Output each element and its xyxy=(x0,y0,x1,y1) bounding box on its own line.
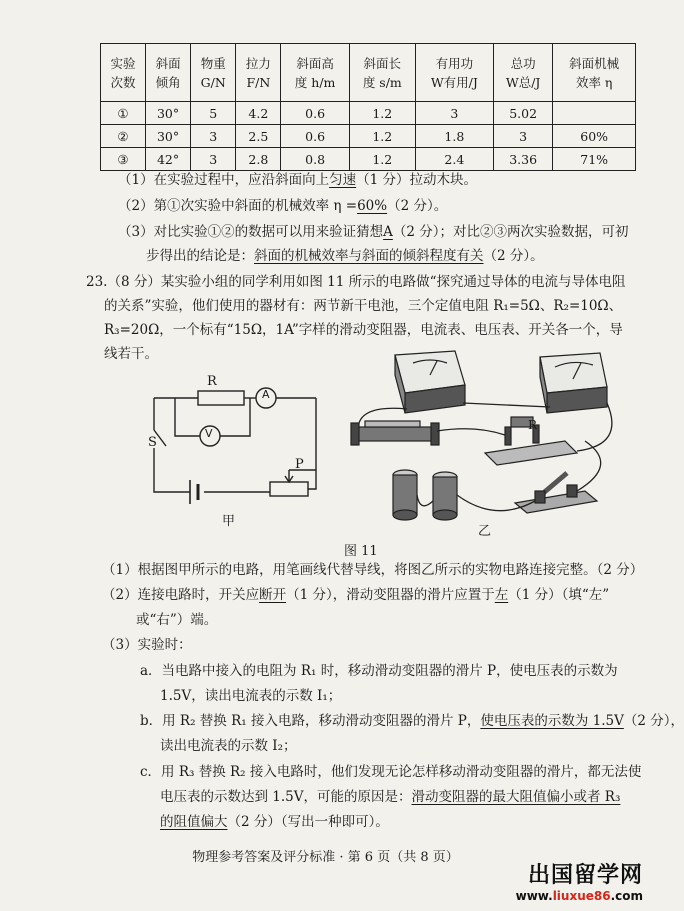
label-S: S xyxy=(148,435,157,450)
resistor-symbol xyxy=(198,391,244,405)
answer-blank: 匀速 xyxy=(329,172,357,188)
table-cell: 3 xyxy=(415,102,493,125)
table-cell: 30° xyxy=(146,125,191,148)
header-cell: 斜面长 度 s/m xyxy=(349,44,415,102)
real-batteries xyxy=(393,470,457,520)
real-switch xyxy=(515,473,597,513)
answer-blank: 斜面的机械效率与斜面的倾斜程度有关 xyxy=(254,248,484,264)
table-cell: 2.5 xyxy=(236,125,281,148)
table-row xyxy=(101,125,636,148)
q23-part2: （2）连接电路时，开关应断开（1 分），滑动变阻器的滑片应置于左（1 分）（填“左” xyxy=(102,587,610,603)
watermark-title: 出国留学网 xyxy=(527,863,643,888)
q23-step-c-line1: c．用 R₃ 替换 R₂ 接入电路时，他们发现无论怎样移动滑动变阻器的滑片，都无法使 xyxy=(140,764,642,780)
label-A: A xyxy=(262,388,270,401)
q22-part2: （2）第①次实验中斜面的机械效率 η =60%（2 分）。 xyxy=(118,198,448,214)
watermark-url: www.liuxue86.com xyxy=(515,889,643,903)
table-cell: 71% xyxy=(553,148,636,171)
q23-intro-line3: R₃=20Ω，一个标有“15Ω，1A”字样的滑动变阻器，电流表、电压表、开关各一个，导 xyxy=(104,322,623,338)
table-cell: 2.4 xyxy=(415,148,493,171)
q23-step-a-line2: 1.5V，读出电流表的示数 I₁； xyxy=(160,688,342,704)
table-cell: 1.2 xyxy=(349,102,415,125)
answer-blank: 左 xyxy=(494,587,509,603)
q23-intro-line4: 线若干。 xyxy=(104,346,158,362)
q23-part1: （1）根据图甲所示的电路，用笔画线代替导线，将图乙所示的实物电路连接完整。（2 分） xyxy=(102,562,644,578)
label-P: P xyxy=(295,457,304,472)
label-jia: 甲 xyxy=(222,514,236,529)
figure-caption: 图 11 xyxy=(344,544,378,559)
table-cell: 42° xyxy=(146,148,191,171)
header-cell: 总功 W总/J xyxy=(493,44,552,102)
table-cell: 4.2 xyxy=(236,102,281,125)
label-R-real: R xyxy=(528,418,538,432)
table-row xyxy=(101,148,636,171)
q23-intro-line1: 23.（8 分）某实验小组的同学利用如图 11 所示的电路做“探究通过导体的电流与导体电阻 xyxy=(86,274,626,290)
answer-blank: 滑动变阻器的最大阻值偏小或者 R₃ xyxy=(411,789,621,805)
table-cell: 60% xyxy=(553,125,636,148)
table-cell: 0.8 xyxy=(281,148,349,171)
q23-intro-line2: 的关系”实验，他们使用的器材有：两节新干电池，三个定值电阻 R₁=5Ω、R₂=10Ω、 xyxy=(104,298,623,314)
header-cell: 有用功 W有用/J xyxy=(415,44,493,102)
q22-part3: （3）对比实验①②的数据可以用来验证猜想A（2 分）；对比②③两次实验数据，可初 xyxy=(118,224,629,240)
rheostat-symbol xyxy=(270,482,308,496)
q22-part3-cont: 步得出的结论是：斜面的机械效率与斜面的倾斜程度有关（2 分）。 xyxy=(146,248,544,264)
answer-blank: 的阻值偏大 xyxy=(160,814,228,830)
header-cell: 实验 次数 xyxy=(101,44,146,102)
page-footer: 物理参考答案及评分标准 · 第 6 页（共 8 页） xyxy=(192,850,459,865)
table-cell: 3 xyxy=(191,125,236,148)
header-cell: 斜面高 度 h/m xyxy=(281,44,349,102)
table-cell: 3 xyxy=(493,125,552,148)
table-row xyxy=(101,102,636,125)
q23-step-b-line1: b．用 R₂ 替换 R₁ 接入电路，移动滑动变阻器的滑片 P，使电压表的示数为 1.5V（2 分）， xyxy=(140,713,684,729)
table-header-row xyxy=(101,44,636,102)
answer-blank: 60% xyxy=(357,198,388,214)
real-circuit-picture xyxy=(345,345,630,525)
real-voltmeter xyxy=(540,353,607,413)
header-cell: 斜面机械 效率 η xyxy=(553,44,636,102)
q22-part1: （1）在实验过程中，应沿斜面向上匀速（1 分）拉动木块。 xyxy=(118,172,477,188)
table-cell: 3.36 xyxy=(493,148,552,171)
circuit-diagram xyxy=(140,370,330,500)
table-cell: 5 xyxy=(191,102,236,125)
header-cell: 物重 G/N xyxy=(191,44,236,102)
table-cell: 30° xyxy=(146,102,191,125)
table-cell: 1.8 xyxy=(415,125,493,148)
table-cell: 5.02 xyxy=(493,102,552,125)
table-cell: 3 xyxy=(191,148,236,171)
site-watermark xyxy=(493,858,643,903)
label-R: R xyxy=(207,374,217,389)
q23-part3: （3）实验时： xyxy=(102,637,192,653)
table-cell: 1.2 xyxy=(349,125,415,148)
real-rheostat xyxy=(351,421,439,445)
q23-step-c-line3: 的阻值偏大（2 分）（写出一种即可）。 xyxy=(160,814,389,830)
answer-blank: 使电压表的示数为 1.5V xyxy=(480,713,624,729)
label-yi: 乙 xyxy=(478,524,492,539)
table-cell: ② xyxy=(101,125,146,148)
table-cell: 2.8 xyxy=(236,148,281,171)
header-cell: 拉力 F/N xyxy=(236,44,281,102)
q23-step-b-line2: 读出电流表的示数 I₂； xyxy=(160,738,297,754)
real-ammeter xyxy=(395,351,465,413)
header-cell: 斜面 倾角 xyxy=(146,44,191,102)
table-cell: 0.6 xyxy=(281,125,349,148)
answer-blank: A xyxy=(383,224,393,240)
q23-step-a-line1: a．当电路中接入的电阻为 R₁ 时，移动滑动变阻器的滑片 P，使电压表的示数为 xyxy=(140,663,618,679)
table-cell: 1.2 xyxy=(349,148,415,171)
label-V: V xyxy=(205,427,213,440)
q23-step-c-line2: 电压表的示数达到 1.5V，可能的原因是：滑动变阻器的最大阻值偏小或者 R₃ xyxy=(160,789,621,805)
table-cell xyxy=(553,102,636,125)
table-cell: ③ xyxy=(101,148,146,171)
experiment-table xyxy=(100,43,636,171)
q23-part2-cont: 或“右”）端。 xyxy=(136,612,218,628)
answer-blank: 断开 xyxy=(259,587,287,603)
table-cell: ① xyxy=(101,102,146,125)
table-cell: 0.6 xyxy=(281,102,349,125)
